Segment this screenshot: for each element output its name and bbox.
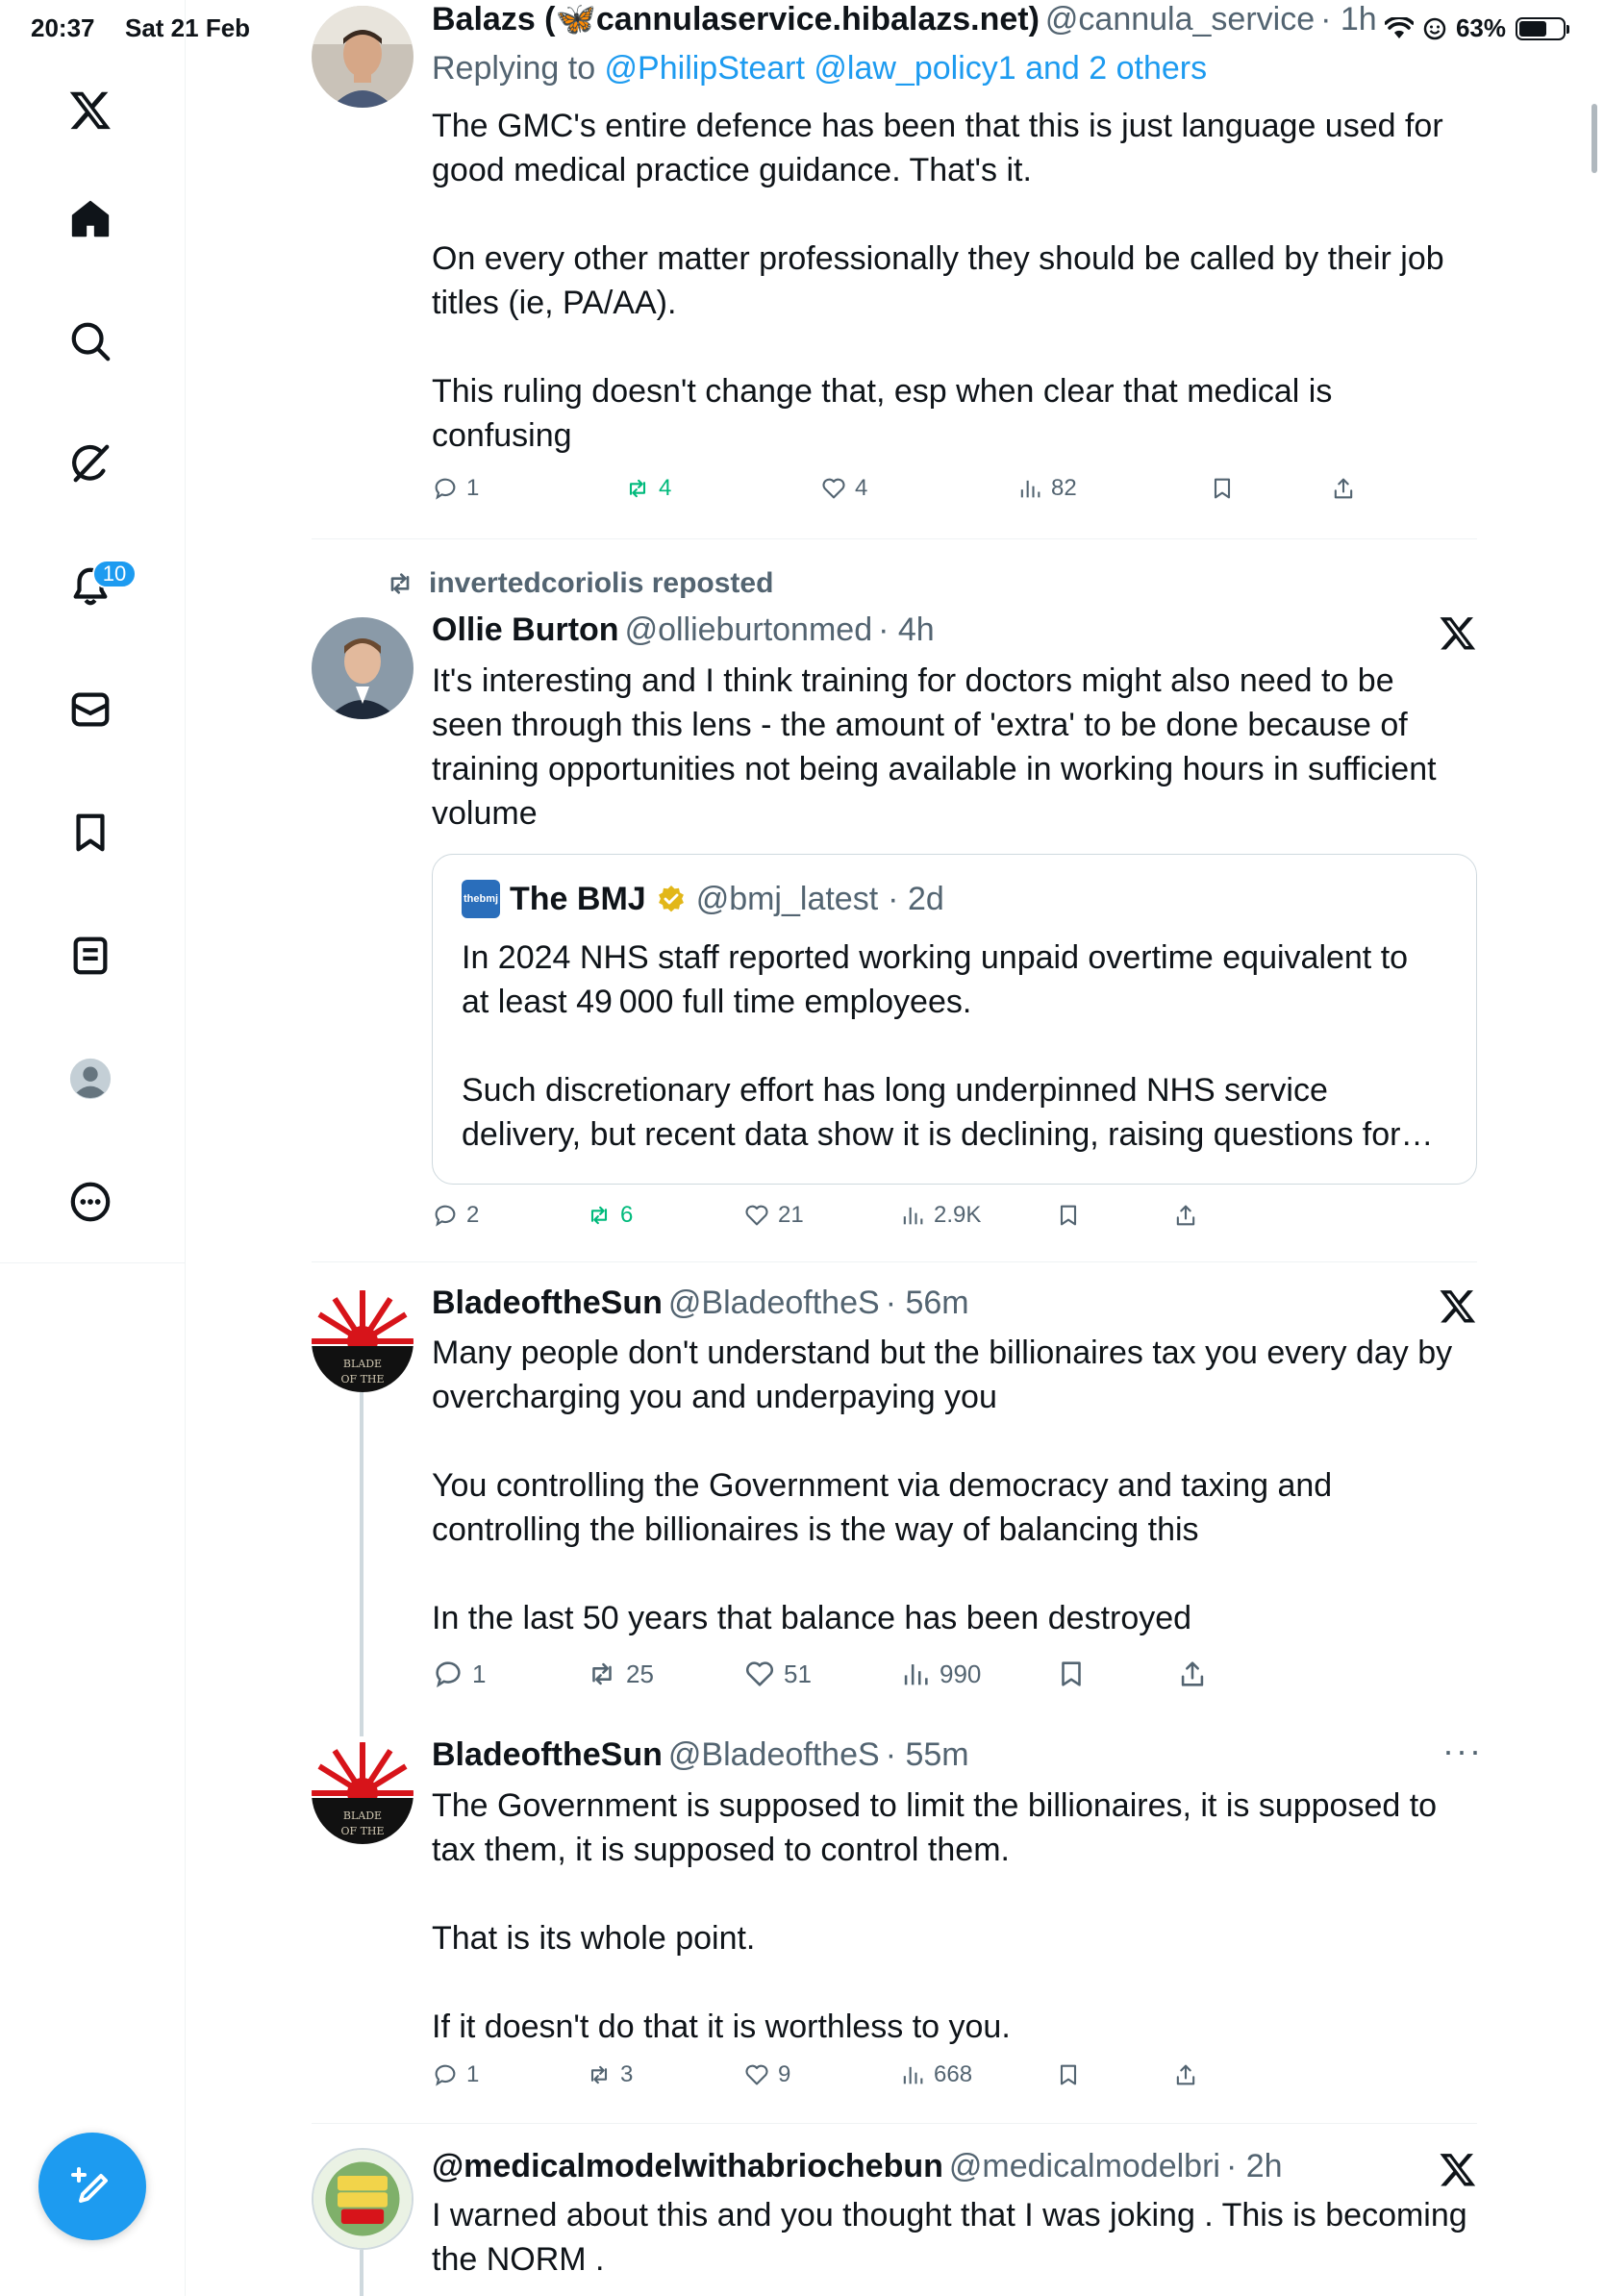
like-button[interactable] [743,2061,790,2088]
status-right [1385,13,1566,43]
thread-connector [360,2250,363,2296]
like-count: 21 [778,1202,804,1228]
reply-icon [432,1202,459,1229]
timestamp[interactable]: · 4h [878,611,935,648]
svg-text:OF THE: OF THE [340,1825,385,1837]
x-logo-icon[interactable] [63,83,117,137]
tweet-text: It's interesting and I think training for doctors might also need to be seen through this lens - the amount of 'extra' to be done because of training opportunities not being available in working hours in sufficient volume [432,662,1437,832]
tweet-text: I warned about this and you thought that I was joking . This is becoming the NORM . [432,2197,1467,2278]
repost-count: 6 [620,1202,634,1228]
views-icon [899,1658,932,1690]
focus-face-icon [1423,17,1446,40]
views-button[interactable] [899,2061,972,2088]
reply-count: 2 [466,1202,480,1228]
bmj-logo-icon: thebmj [462,880,500,918]
repost-icon [586,1658,618,1690]
avatar[interactable] [312,1742,414,1844]
share-icon [1330,475,1357,502]
handle[interactable]: @cannula_service [1044,0,1316,37]
view-count: 82 [1051,475,1077,501]
sidebar-divider [0,1262,186,1263]
like-button[interactable] [820,475,867,502]
tweet-divider [312,1261,1477,1262]
share-button[interactable] [1172,1202,1199,1229]
reply-button[interactable] [432,1202,479,1229]
grok-icon[interactable] [63,437,117,490]
reply-count: 1 [466,475,480,501]
more-icon[interactable] [63,1175,117,1229]
repost-context[interactable] [385,567,773,600]
display-name[interactable]: Balazs (🦋cannulaservice.hibalazs.net) [432,1,1040,37]
search-icon[interactable] [63,314,117,368]
view-count: 990 [940,1659,982,1688]
like-count: 4 [855,475,868,501]
handle[interactable]: @medicalmodelbri [948,2148,1220,2184]
notifications-badge: 10 [92,560,137,588]
display-name[interactable]: Ollie Burton [432,611,619,648]
replying-to-label: Replying to [432,50,605,87]
views-icon [899,1202,926,1229]
share-icon [1176,1658,1209,1690]
repost-count: 3 [620,2061,634,2087]
compose-icon [69,2163,115,2209]
share-icon [1172,2061,1199,2088]
verified-badge-icon [656,884,687,914]
mail-icon[interactable] [63,683,117,736]
home-icon[interactable] [63,192,117,246]
bookmark-button[interactable] [1209,475,1236,502]
tweet-text: The Government is supposed to limit the billionaires, it is supposed to tax them, it is supposed to control them. That is its whole point. If it doesn't do that it is worthless to you. [432,1787,1438,2045]
repost-icon [586,1202,613,1229]
quote-display-name[interactable]: The BMJ [510,880,646,917]
display-name[interactable]: BladeoftheSun [432,1736,663,1773]
heart-icon [743,1202,770,1229]
battery-percent: 63% [1455,13,1506,42]
reply-icon [432,1658,464,1690]
repost-icon [385,568,415,599]
avatar[interactable] [312,617,414,719]
quote-text: In 2024 NHS staff reported working unpaid overtime equivalent to at least 49 000 full time employees. Such discretionary effort has long underpinned NHS service delivery, but recent data show it is declining, raising questions for… [462,939,1434,1153]
avatar[interactable] [312,1290,414,1392]
repost-icon [586,2061,613,2088]
bookmark-icon [1055,1202,1082,1229]
heart-icon [743,1658,776,1690]
more-options-icon[interactable]: ··· [1442,1731,1483,1770]
bookmark-icon[interactable] [63,806,117,860]
status-time: 20:37 [31,13,95,42]
display-name[interactable]: BladeoftheSun [432,1285,663,1321]
repost-button[interactable] [624,475,671,502]
wifi-icon [1385,17,1414,40]
x-logo-icon[interactable] [1439,2150,1477,2188]
x-logo-icon[interactable] [1439,1286,1477,1325]
bookmark-icon [1055,1658,1088,1690]
svg-text:BLADE: BLADE [342,1358,383,1370]
quote-timestamp[interactable]: · 2d [888,880,944,917]
quoted-tweet[interactable] [432,854,1477,1185]
handle[interactable]: @BladeoftheS [667,1736,880,1773]
share-button[interactable] [1176,1658,1209,1690]
thread-connector [360,1392,363,1736]
status-date: Sat 21 Feb [125,13,251,42]
repost-button[interactable] [586,2061,633,2088]
compose-button[interactable] [38,2133,146,2240]
bookmark-button[interactable] [1055,1202,1082,1229]
tweet-divider [312,2123,1477,2124]
timestamp[interactable]: · 2h [1225,2148,1283,2184]
reply-targets-link[interactable]: @PhilipSteart @law_policy1 and 2 others [604,50,1208,87]
like-count: 51 [784,1659,812,1688]
list-icon[interactable] [63,929,117,983]
tweet-text: Many people don't understand but the billionaires tax you every day by overcharging you and underpaying you You controlling the Government via democracy and taxing and controlling the billionaires is the way of balancing this In the last 50 years that balance has been destroyed [432,1335,1453,1636]
views-button[interactable] [899,1658,981,1690]
heart-icon [743,2061,770,2088]
bookmark-button[interactable] [1055,2061,1082,2088]
avatar[interactable] [312,2148,414,2250]
share-button[interactable] [1172,2061,1199,2088]
reply-icon [432,2061,459,2088]
timestamp[interactable]: · 55m [885,1736,969,1773]
reply-icon [432,475,459,502]
avatar[interactable] [312,6,414,108]
like-button[interactable] [743,1658,812,1690]
repost-count: 25 [626,1659,654,1688]
share-button[interactable] [1330,475,1357,502]
reply-count: 1 [466,2061,480,2087]
tweet-text: The GMC's entire defence has been that this is just language used for good medical practice guidance. That's it. On every other matter professionally they should be called by their job titles (ie, PA/AA). This ruling doesn't change that, esp when clear that medical is confusing [432,108,1444,454]
bookmark-button[interactable] [1055,1658,1088,1690]
reply-button[interactable] [432,1658,486,1690]
quote-handle[interactable]: @bmj_latest [695,880,879,917]
reposted-by: invertedcoriolis reposted [429,567,774,599]
timestamp[interactable]: · 1h [1320,0,1377,37]
handle[interactable]: @ollieburtonmed [624,611,873,648]
reply-count: 1 [472,1659,487,1688]
views-button[interactable] [899,1202,981,1229]
handle[interactable]: @BladeoftheS [667,1285,880,1321]
timestamp[interactable]: · 56m [885,1285,969,1321]
x-logo-icon[interactable] [1439,613,1477,652]
repost-count: 4 [659,475,672,501]
repost-icon [624,475,651,502]
view-count: 668 [934,2061,973,2087]
views-icon [1016,475,1043,502]
repost-button[interactable] [586,1658,654,1690]
reply-button[interactable] [432,2061,479,2088]
share-icon [1172,1202,1199,1229]
svg-text:BLADE: BLADE [342,1809,383,1822]
repost-button[interactable] [586,1202,633,1229]
bookmark-icon [1055,2061,1082,2088]
display-name[interactable]: @medicalmodelwithabriochebun [432,2148,943,2184]
battery-icon [1516,17,1566,40]
tweet-divider [312,538,1477,539]
like-count: 9 [778,2061,791,2087]
sidebar [0,0,186,2296]
profile-icon[interactable] [63,1052,117,1106]
views-icon [899,2061,926,2088]
scrollbar[interactable] [1591,104,1597,173]
bookmark-icon [1209,475,1236,502]
like-button[interactable] [743,1202,804,1229]
view-count: 2.9K [934,1202,982,1228]
views-button[interactable] [1016,475,1077,502]
svg-text:OF THE: OF THE [340,1373,385,1385]
replying-to [432,50,1207,87]
reply-button[interactable] [432,475,479,502]
heart-icon [820,475,847,502]
